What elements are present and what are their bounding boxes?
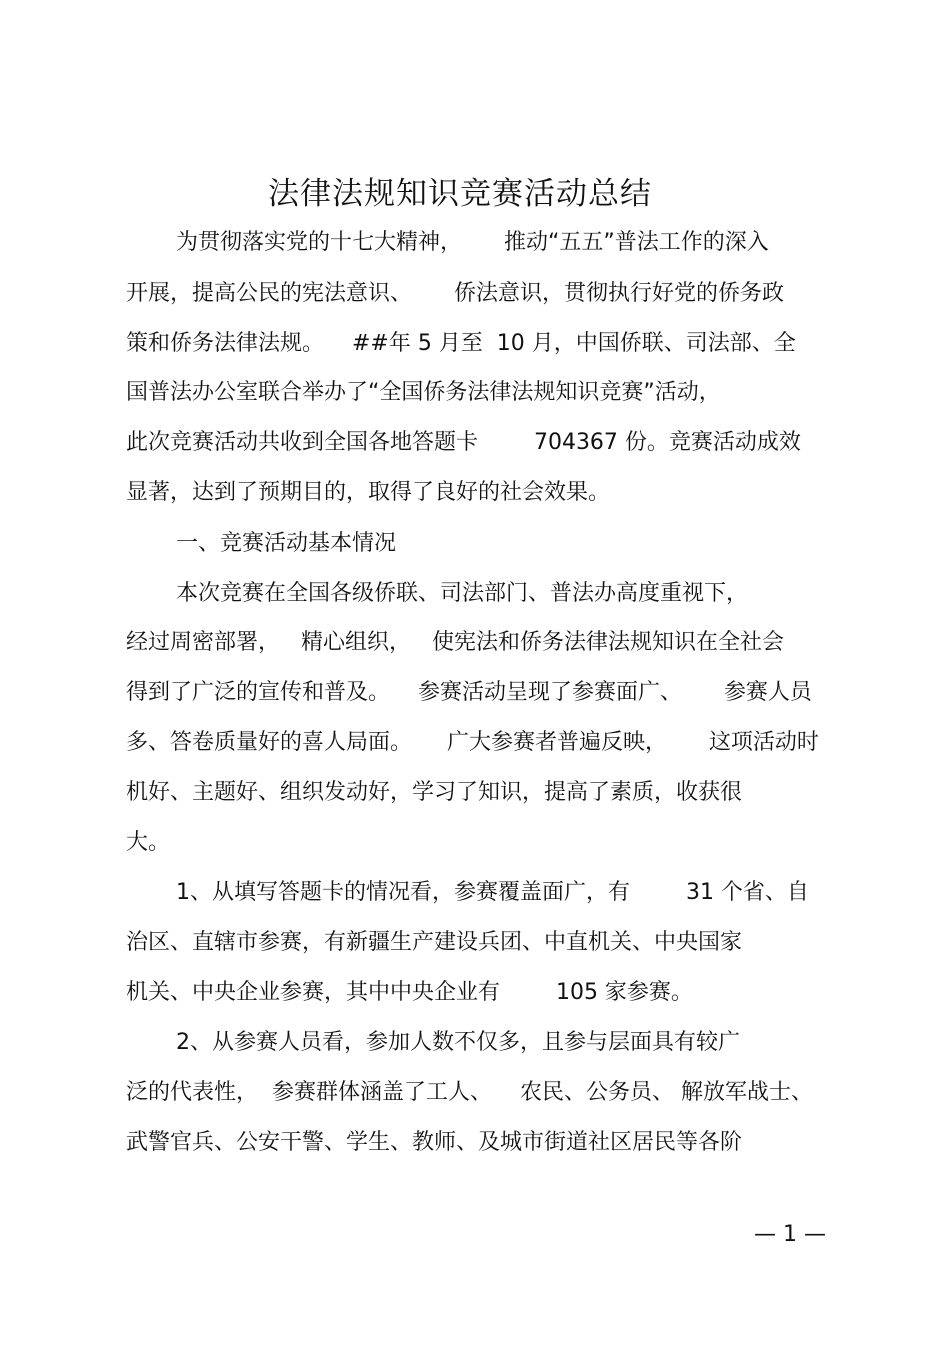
- paragraph-line: 开展，提高公民的宪法意识、 侨法意识，贯彻执行好党的侨务政: [126, 281, 784, 306]
- paragraph-line: 机好、主题好、组织发动好，学习了知识，提高了素质，收获很: [126, 780, 743, 805]
- paragraph-line: 国普法办公室联合举办了“全国侨务法律法规知识竞赛”活动，: [126, 380, 721, 405]
- paragraph-line: 多、答卷质量好的喜人局面。 广大参赛者普遍反映， 这项活动时: [126, 730, 819, 755]
- paragraph-line: 武警官兵、公安干警、学生、教师、及城市街道社区居民等各阶: [126, 1130, 743, 1155]
- paragraph-line: 显著，达到了预期目的，取得了良好的社会效果。: [126, 480, 611, 505]
- paragraph-line: 经过周密部署， 精心组织， 使宪法和侨务法律法规知识在全社会: [126, 630, 784, 655]
- paragraph-line: 治区、直辖市参赛，有新疆生产建设兵团、中直机关、中央国家: [126, 930, 743, 955]
- paragraph-line: 此次竞赛活动共收到全国各地答题卡 704367 份。竞赛活动成效: [126, 430, 801, 455]
- paragraph-line: 得到了广泛的宣传和普及。 参赛活动呈现了参赛面广、 参赛人员: [126, 680, 812, 705]
- paragraph-line: 1、从填写答题卡的情况看，参赛覆盖面广，有 31 个省、自: [176, 880, 809, 905]
- document-title: 法律法规知识竞赛活动总结: [268, 176, 652, 212]
- paragraph-line: 机关、中央企业参赛，其中中央企业有 105 家参赛。: [126, 980, 693, 1005]
- paragraph-line: 本次竞赛在全国各级侨联、司法部门、普法办高度重视下，: [176, 581, 749, 606]
- paragraph-line: 大。: [126, 830, 171, 855]
- section-heading: 一、竞赛活动基本情况: [176, 531, 397, 556]
- paragraph-line: 2、从参赛人员看，参加人数不仅多，且参与层面具有较广: [176, 1030, 740, 1055]
- paragraph-line: 泛的代表性， 参赛群体涵盖了工人、 农民、公务员、 解放军战士、: [126, 1080, 813, 1105]
- page-number: — 1 —: [754, 1222, 826, 1247]
- paragraph-line: 策和侨务法律法规。 ##年 5 月至 10 月，中国侨联、司法部、全: [126, 331, 796, 356]
- paragraph-line: 为贯彻落实党的十七大精神， 推动“五五”普法工作的深入: [176, 230, 769, 255]
